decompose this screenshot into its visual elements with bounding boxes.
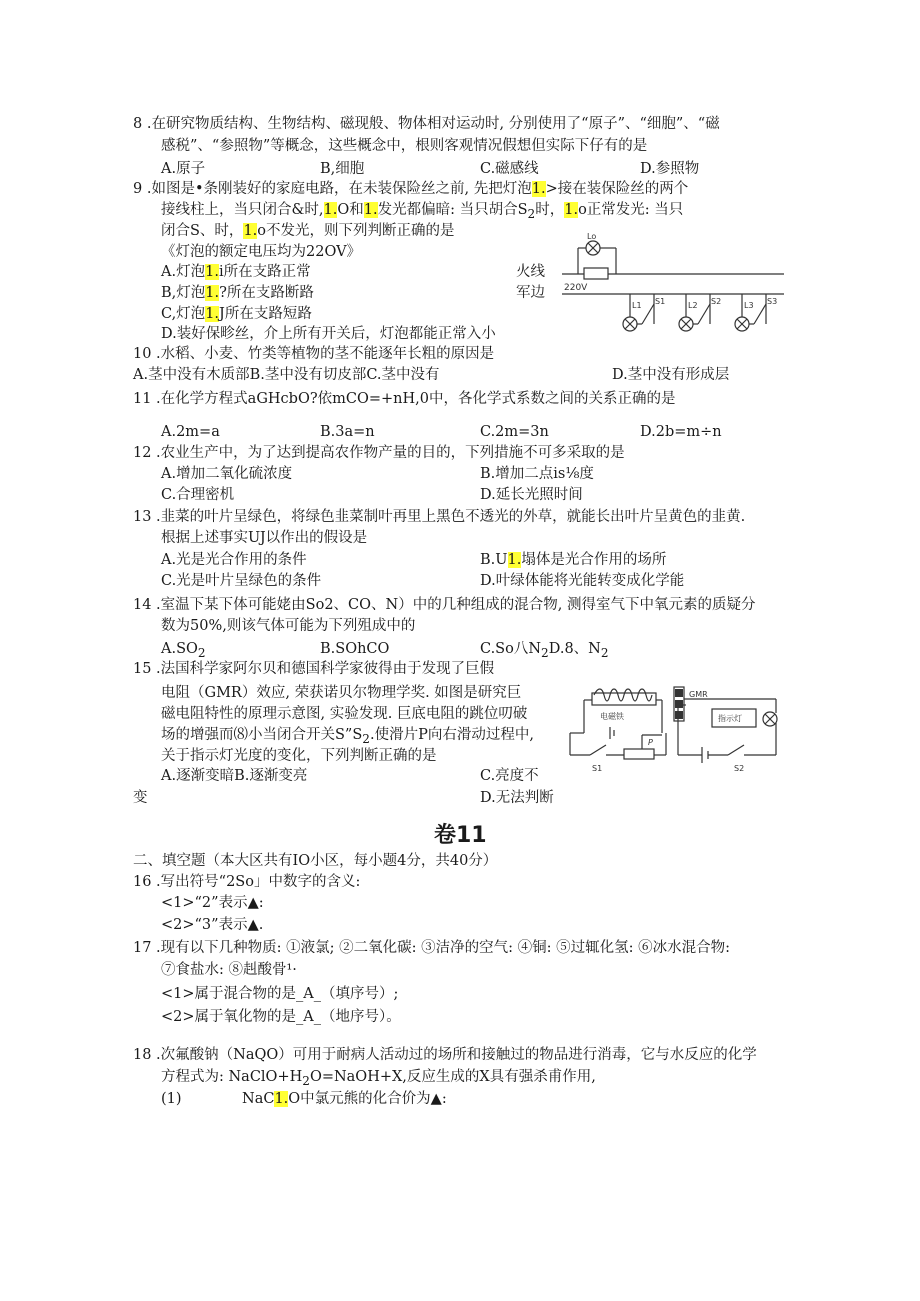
q17-line2: ⑦食盐水: ⑧赳酸骨¹·	[161, 962, 297, 978]
q11-option-d: D.2b=m÷n	[640, 424, 722, 440]
q18-item-1-text-a: NaC	[242, 1091, 275, 1107]
highlight-mark: 1.	[564, 202, 579, 218]
q14-line2: 数为50%,则该气体可能为下列殂成中的	[161, 618, 416, 634]
highlight-mark: 1.	[274, 1091, 289, 1107]
q12-option-b: B.增加二点is⅛度	[480, 466, 594, 482]
highlight-mark: 1.	[507, 552, 522, 568]
slider-p-label: P	[648, 738, 653, 747]
q9-line1-text-b: >接在装保险丝的两个	[545, 181, 689, 197]
q15-options-ab: A.逐渐变暗B.逐渐变亮	[161, 768, 308, 784]
q17-sub2: <2>属于氧化物的是_A_（地序号）。	[161, 1009, 401, 1025]
section-title: 卷11	[434, 823, 487, 848]
q8-option-d: D.参照物	[640, 161, 700, 177]
q18-item-1-number: (1)	[161, 1091, 182, 1107]
q18-item-1-text-b: O中氯元熊的化合价为▲:	[288, 1091, 447, 1107]
q9-line2-text-c: 发光都偏暗: 当只胡合S	[377, 202, 528, 218]
q9-option-c-rest: J所在支路短路	[219, 306, 312, 322]
q9-side-label-2: 军边	[516, 285, 545, 301]
q17-line1: 17 .现有以下几种物质: ①液氯; ②二氧化碳: ③洁净的空气: ④铜: ⑤过辄化氢: ⑥冰水混合物:	[133, 940, 731, 956]
q18-line2-text-b: O=NaOH+X,反应生成的X具有强杀甫作用,	[309, 1069, 596, 1085]
q13-line1: 13 .韭菜的叶片呈绿色，将绿色韭菜制叶再里上黑色不透光的外草，就能长出叶片呈黄色的韭黄.	[133, 509, 746, 525]
lamp-l1-icon	[623, 317, 637, 331]
q15-line4-text-a: 场的增强而⑻小当闭合开关S”S	[161, 727, 363, 743]
q8-option-c: C.磁感线	[480, 161, 539, 177]
q9-side-label-1: 火线	[516, 264, 545, 280]
q9-option-c-text: C,灯泡	[161, 306, 206, 322]
q8-line1: 8 .在研究物质结构、生物结构、磁现般、物体相对运动时, 分别使用了“原子”、“细胞”、“磁	[133, 116, 720, 132]
subscript: 2	[302, 1073, 310, 1088]
lamp-l3-label: L3	[744, 301, 754, 310]
lamp-l3-icon	[735, 317, 749, 331]
q15-line2: 电阻（GMR）效应, 荣获诺贝尔物理学奖. 如图是研究巨	[161, 685, 522, 701]
q9-option-c	[161, 304, 312, 324]
highlight-mark: 1.	[323, 202, 338, 218]
q10-option-d: D.茎中没有形成层	[612, 367, 730, 383]
q8-line2: 感税”、“参照物”等概念，这些概念中，根则客观情况假想但实际下仔有的是	[161, 138, 648, 154]
subscript: 2	[362, 731, 370, 746]
q11-option-c: C.2m=3n	[480, 424, 549, 440]
q15-option-c-wrap: 变	[133, 790, 148, 806]
q14-option-a-text: A.SO	[161, 641, 198, 657]
q18-line2	[161, 1067, 596, 1091]
lamp-lo-icon	[586, 241, 600, 255]
q11-line1: 11 .在化学方程式aGHcbO?依mCO=+nH,0中，各化学式系数之间的关系正确的是	[133, 391, 676, 407]
q15-option-c: C.亮度不	[480, 768, 539, 784]
switch-s1-label: S1	[655, 297, 666, 306]
indicator-lamp-icon	[763, 712, 777, 726]
q9-line3	[161, 221, 455, 241]
switch-s2-label: S2	[734, 764, 745, 773]
indicator-lamp-label: 指示灯	[718, 714, 742, 723]
q13-option-c: C.光是叶片呈绿色的条件	[161, 573, 322, 589]
q9-line2-text-d: 时，	[535, 202, 565, 218]
lamp-lo-label: Lo	[587, 232, 597, 241]
section-header: 二、填空题（本大区共有IO小区，每小题4分，共40分）	[133, 853, 498, 869]
battery-left-icon	[610, 727, 614, 739]
voltage-label: 220V	[564, 283, 588, 293]
q10-line1: 10 .水稻、小麦、竹类等植物的茎不能逐年长粗的原因是	[133, 346, 495, 362]
q9-circuit-figure	[560, 232, 785, 340]
q15-line4-text-b: .使滑片P向右滑动过程中,	[369, 727, 534, 743]
lamp-l2-icon	[679, 317, 693, 331]
subscript: 2	[541, 645, 549, 660]
q14-option-d-text: D.8、N	[548, 641, 601, 657]
q9-option-b-rest: ?所在支路断路	[219, 285, 314, 301]
q14-line1: 14 .室温下某下体可能姥由So2、CO、N）中的几种组成的混合物, 测得室气下中氧元素的质疑分	[133, 597, 756, 613]
q12-option-d: D.延长光照时间	[480, 487, 583, 503]
q15-line1: 15 .法国科学家阿尔贝和德国科学家彼得由于发现了巨假	[133, 661, 495, 677]
q13-line2: 根据上述事实UJ以作出的假设是	[161, 530, 368, 546]
q10-options-abc: A.茎中没有木质部B.茎中没有切皮部C.茎中没有	[133, 367, 440, 383]
q15-gmr-circuit-figure	[562, 683, 784, 777]
highlight-mark: 1.	[205, 264, 219, 280]
gmr-block-icon	[675, 689, 683, 719]
q11-option-a: A.2m=a	[161, 424, 220, 440]
q9-option-a	[161, 262, 311, 282]
q18-item-1	[242, 1089, 447, 1109]
q9-option-b	[161, 283, 314, 303]
q9-option-d: D.装好保畛丝，介上所有开关后，灯泡都能正常入小	[161, 326, 496, 342]
q9-line4: 《灯泡的额定电压均为22OV》	[161, 244, 362, 260]
switch-s1-label: S1	[592, 764, 603, 773]
q14-option-c-text: C.So八N	[480, 641, 542, 657]
lamp-l1-label: L1	[632, 301, 642, 310]
q9-option-a-text: A.灯泡	[161, 264, 206, 280]
q9-line3-text-b: o不发光，则下列判断正确的是	[257, 223, 455, 239]
q9-line1	[133, 179, 688, 199]
q13-option-d: D.叶绿体能将光能转变成化学能	[480, 573, 685, 589]
gmr-label: GMR	[689, 690, 708, 699]
highlight-mark: 1.	[363, 202, 378, 218]
highlight-mark: 1.	[205, 306, 220, 322]
q15-option-d: D.无法判断	[480, 790, 554, 806]
q15-line5: 关于指示灯光度的变化，下列判断正确的是	[161, 748, 437, 764]
q9-option-b-text: B,灯泡	[161, 285, 206, 301]
q13-option-b-text: B.U	[480, 552, 508, 568]
q8-option-b: B,细胞	[320, 161, 365, 177]
q14-option-b: B.SOhCO	[320, 641, 390, 657]
q9-line3-text-a: 闭合S、时，	[161, 223, 244, 239]
q12-line1: 12 .农业生产中，为了达到提高农作物产量的目的，下列措施不可多采取的是	[133, 445, 625, 461]
highlight-mark: 1.	[243, 223, 258, 239]
q13-option-a: A.光是光合作用的条件	[161, 552, 307, 568]
subscript: 2	[197, 645, 206, 660]
q8-option-a: A.原子	[161, 161, 206, 177]
electromagnet-label: 电磁铁	[600, 712, 624, 721]
switch-s2-label: S2	[711, 297, 722, 306]
q9-line2-text-a: 接线柱上，当只闭合&时,	[161, 202, 324, 218]
highlight-mark: 1.	[531, 181, 546, 197]
q12-option-a: A.增加二氧化硫浓度	[161, 466, 293, 482]
q9-line1-text-a: 9 .如图是•条刚装好的家庭电路，在未装保险丝之前, 先把灯泡	[133, 181, 532, 197]
q9-line2-text-b: O和	[337, 202, 364, 218]
highlight-mark: 1.	[205, 285, 220, 301]
q11-option-b: B.3a=n	[320, 424, 375, 440]
q16-line1: 16 .写出符号“2So」中数字的含义:	[133, 874, 361, 890]
q9-option-a-rest: i所在支路正常	[218, 264, 311, 280]
q16-sub1: <1>“2”表示▲:	[161, 895, 264, 911]
q15-line3: 磁电阻特性的原理示意图, 实验发现. 巨底电阻的跳位叨破	[161, 706, 528, 722]
q18-line2-text-a: 方程式为: NaClO+H	[161, 1069, 303, 1085]
switch-s3-label: S3	[767, 297, 778, 306]
q16-sub2: <2>“3”表示▲.	[161, 917, 264, 933]
q17-sub1: <1>属于混合物的是_A_（填序号）;	[161, 986, 399, 1002]
q14-option-cd	[480, 639, 609, 663]
subscript: 2	[600, 645, 609, 660]
q13-option-b-rest: 塌体是光合作用的场所	[521, 552, 667, 568]
subscript: 2	[527, 206, 536, 221]
q9-line2-text-e: o正常发光: 当只	[578, 202, 684, 218]
lamp-l2-label: L2	[688, 301, 698, 310]
q12-option-c: C.合理密机	[161, 487, 235, 503]
q13-option-b	[480, 550, 666, 570]
q18-line1: 18 .次氟酸钠（NaQO）可用于耐病人活动过的场所和接触过的物品进行消毒，它与水反应的化学	[133, 1047, 757, 1063]
